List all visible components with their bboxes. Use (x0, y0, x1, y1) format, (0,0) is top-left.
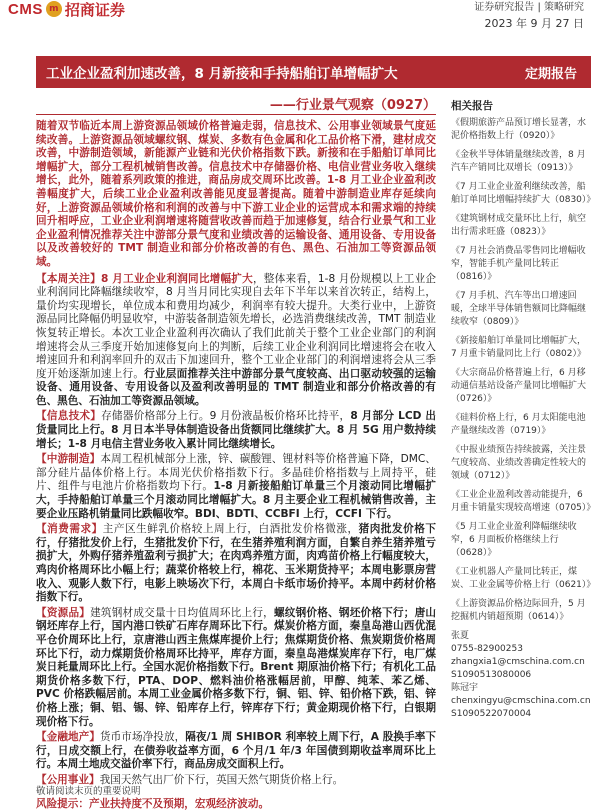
title-bar (36, 56, 591, 88)
section-paragraph (36, 410, 436, 451)
related-report-link[interactable]: 《7 月社会消费品零售同比增幅收窄，智能手机产量同比转正（0816）》 (451, 246, 586, 282)
section-highlight: 8 月部分 LCD 出货量同比上行。8 月日本半导体制造设备出货额同比继续扩大。8 月 5G 用户数持续增长；1-8 月电信主营业务收入累计同比继续增长。 (36, 410, 437, 450)
related-report-link[interactable]: 《工业机器人产量同比转正，煤炭、工业金属等价格上行（0621）》 (451, 567, 596, 590)
contact-line: 张夏 (451, 631, 470, 641)
related-report-link[interactable]: 《中报业绩预告持续披露，关注景气度较高、业绩改善确定性较大的领域（0712）》 (451, 445, 587, 481)
section-highlight: 隔夜/1 周 SHIBOR 利率较上周下行，A 股换手率下行，日成交额上行，在债券收益率方面，6 个月/1 年/3 年国债到期收益率周环比上行。本周土地成交溢价率下行，商品房成交面积上行。 (36, 731, 436, 771)
section-paragraph (36, 731, 436, 772)
section-text: ，整体来看，1-8 月份规模以上工业企业利润同比降幅继续收窄，8 月当月同比实现自去年下半年以来首次转正，结构上，量价均实现增长，单位成本和费用均减少，利润率有较大提升。大类行业中，上游资源品同比降幅仍明显收窄，中游装备制造领先增长，必选消费继续改善，TMT 制造业恢复转正增长。本次工业企业盈利再次确认了我们此前关于整个工业企业部门的利润增速将会从三季度开始加速修复向上的判断，后续工业企业利润同比增速将会在收入增速回升和利润率回升的双击下加速回升，整个工业企业部门的利润增速将会从三季度开始逐渐加速上行。 (36, 272, 437, 380)
related-reports-heading: 相关报告 (451, 100, 493, 112)
section-tag: 【信息技术】 (36, 410, 102, 423)
section-highlight: 1-8 月新接船舶订单量三个月滚动同比增幅扩大，手持船舶订单量三个月滚动同比增幅扩大。8 月主要企业工程机械销售改善，主要企业压路机销量同比跌幅收窄。BDI、BDTI、CCBFI 上行，CCFI 下行。 (36, 480, 437, 520)
related-report-link[interactable]: 《工业企业盈利改善动能提升，6 月重卡销量实现较高增速（0705）》 (451, 490, 596, 513)
contact-line: 陈冠宇 (451, 683, 479, 693)
section-paragraph (36, 273, 436, 409)
section-highlight: 猪肉批发价格下行，仔猪批发价上行，生猪批发价下行，在生猪养殖利润方面，自繁自养生猪养殖亏损扩大，外购仔猪养殖盈利亏损扩大；在肉鸡养殖方面，肉鸡苗价格上行幅度较大，鸡肉价格周环比小幅上行；蔬菜价格较上行，棉花、玉米期货持平；本周电影票房营收入、观影人数下行，电影上映场次下行，本周白卡纸市场价持平。本周中药材价格指数下行。 (36, 523, 437, 604)
contact-line: chenxingyu@cmschina.com.cn (451, 696, 591, 706)
section-paragraph (36, 523, 436, 605)
contact-line: 0755-82900253 (451, 644, 523, 654)
related-report-link[interactable]: 《7 月工业企业盈利继续改善，船舶订单同比增幅持续扩大（0830）》 (451, 182, 596, 205)
section-highlight: 螺纹钢价格、钢坯价格下行；唐山钢坯库存上行，国内港口铁矿石库存周环比下行。煤炭价格方面，秦皇岛港山西优混平仓价周环比上行，京唐港山西主焦煤库提价上行；焦煤期货价格、焦炭期货价格周环比下行，动力煤期货价格周环比持平，库存方面，秦皇岛港煤炭库存下行，电厂煤炭日耗量周环比上行。全国水泥价格指数下行。Brent 期原油价格下行；有机化工品期货价格多数下行，PTA、DOP、燃料油价格涨幅居前，甲醇、纯苯、苯乙烯、PVC 价格跌幅居前。本周工业金属价格多数下行，铜、铝、锌、铅价格下跌，铝、锌价格上涨；铜、铝、锡、锌、铅库存上行，锌库存下行；黄金期现价格下行，白银期现价格下行。 (36, 606, 437, 728)
section-text: 本周工程机械部分上涨，锌、碳酸锂、锂材料等价格普遍下降，DMC、部分硅片晶体价格上行。本周光伏价格指数下行。多晶硅价格指数与上周持平，硅片、组件与电池片价格指数均下行。 (36, 453, 436, 493)
related-report-link[interactable]: 《新接船舶订单量同比增幅扩大，7 月重卡销量同比上行（0802）》 (451, 336, 587, 359)
related-report-link[interactable]: 《上游资源品价格边际回升，5 月挖掘机内销超预期（0614）》 (451, 599, 586, 622)
report-type: 证券研究报告 | 策略研究 (474, 2, 584, 13)
paragraph-list (36, 273, 436, 788)
section-paragraph (36, 607, 436, 729)
subtitle-divider (36, 114, 436, 115)
section-paragraph (36, 453, 436, 521)
section-text: 我国天然气出厂价下行，英国天然气期货价格上行。 (99, 773, 344, 786)
section-lead: 8 月工业企业利润同比增幅扩大 (100, 272, 253, 285)
section-text: 货币市场净投放， (99, 731, 186, 744)
report-date: 2023 年 9 月 27 日 (484, 17, 584, 30)
section-tag: 【中游制造】 (36, 453, 101, 466)
related-report-link[interactable]: 《7 月手机、汽车等出口增速回暖，全球半导体销售额同比降幅继续收窄（0809）》 (451, 291, 587, 327)
section-tag: 【金融地产】 (36, 731, 100, 744)
report-subtitle: ——行业景气观察（0927） (269, 98, 436, 113)
section-tag: 【公用事业】 (36, 773, 100, 786)
contact-line: zhangxia1@cmschina.com.cn (451, 657, 585, 667)
section-tag: 【消费需求】 (36, 523, 103, 536)
section-highlight: 行业层面推荐关注中游部分景气度较高、出口驱动较强的运输设备、通用设备、专用设备以及盈利改善明显的 TMT 制造业和部分价格改善的有色、黑色、石油加工等资源品领域。 (36, 367, 437, 407)
contact-line: S1090513080006 (451, 670, 532, 680)
related-report-link[interactable]: 《金秋半导体销量继续改善，8 月汽车产销同比双增长（0913）》 (451, 150, 586, 173)
section-tag: 【本周关注】 (36, 272, 101, 285)
sidebar (451, 92, 596, 721)
summary-text: 随着双节临近本周上游资源品领域价格普遍走弱，信息技术、公用事业领域景气度延续改善。上游资源品领域螺纹钢、煤炭、多数有色金属和化工品价格下滑，建材成交改善，中游制造领域，新能源产业链和光伏价格指数下跌。新接和在手船舶订单同比增幅扩大，部分工程机械销售改善。信息技术中存储器价格、电信业营业务收入继续增长，此外，随着系列政策的推进，商品房成交周环比改善。1-8 月工业企业盈利改善幅度扩大，后续工业企业盈利改善能见度显著提高。随着中游制造业库存延续向好，上游资源品领域价格和利润的改善与中下游工业企业的运营成本和需求端的持续回升相呼应，工业企业利润增速将随营收改善而趋于加速修复，结合行业景气和工业企业盈利情况推荐关注中游部分景气度和业绩改善的运输设备、通用设备、专用设备以及改善较好的 TMT 制造业和部分价格改善的有色、黑色、石油加工等资源品领域。 (36, 120, 436, 268)
related-report-link[interactable]: 《硅料价格上行，6 月太阳能电池产量继续改善（0719）》 (451, 413, 586, 436)
related-report-link[interactable]: 《假期旅游产品预订增长显著，水泥价格指数上行（0920）》 (451, 118, 587, 141)
report-title: 工业企业盈利加速改善，8 月新接和手持船舶订单增幅扩大 (46, 66, 398, 82)
related-report-link[interactable]: 《大宗商品价格普遍上行，6 月移动通信基站设备产量同比增幅扩大（0726）》 (451, 368, 587, 404)
report-badge: 定期报告 (524, 66, 577, 82)
logo-badge-icon: m (46, 1, 62, 17)
section-text: 存储器价格部分上行。9 月份液晶板价格环比持平， (101, 410, 351, 423)
footer-disclaimer: 敬请阅读末页的重要说明 (36, 786, 141, 797)
analyst-contacts (451, 630, 591, 721)
section-text: 建筑钢材成交量十日均值周环比上行， (90, 606, 274, 619)
page-header (0, 0, 600, 44)
related-report-link[interactable]: 《建筑钢材成交量环比上行，航空出行需求旺盛（0823）》 (451, 214, 587, 237)
logo-company-name: 招商证券 (64, 0, 125, 19)
logo-cms: CMS (8, 0, 43, 18)
section-text: 主产区生鲜乳价格较上周上行，白酒批发价格微涨， (102, 523, 359, 536)
header-meta (474, 0, 584, 32)
section-tag: 【资源品】 (36, 606, 91, 619)
risk-warning: 风险提示：产业扶持度不及预期，宏观经济波动。 (36, 798, 270, 811)
contact-line: S1090522070004 (451, 709, 532, 719)
company-logo (8, 0, 125, 18)
related-reports-list (451, 117, 596, 624)
related-report-link[interactable]: 《5 月工业企业盈利降幅继续收窄，6 月面板价格继续上行（0628）》 (451, 522, 577, 558)
